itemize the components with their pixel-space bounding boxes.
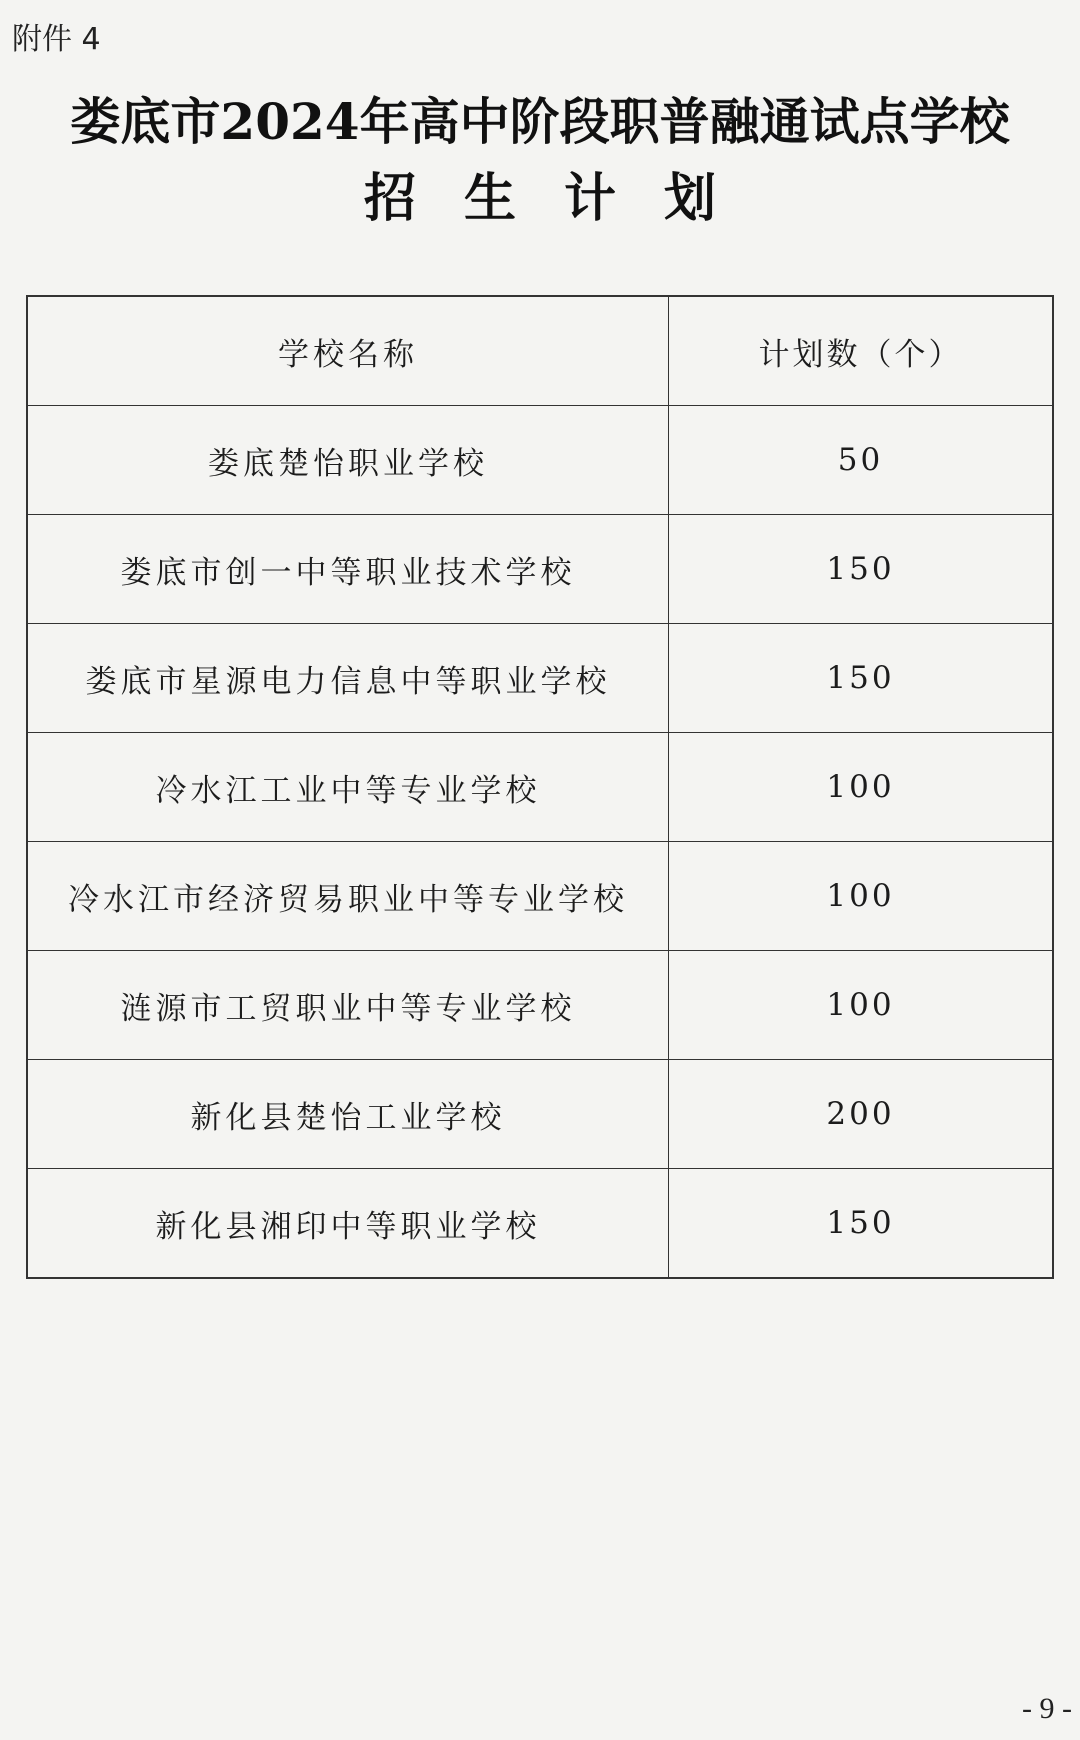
school-name-cell: 新化县楚怡工业学校 <box>27 1060 669 1169</box>
plan-count-cell: 50 <box>669 406 1054 515</box>
table-row <box>27 733 1053 842</box>
table-row <box>27 951 1053 1060</box>
school-name-cell: 新化县湘印中等职业学校 <box>27 1169 669 1279</box>
table-row <box>27 842 1053 951</box>
table-row <box>27 406 1053 515</box>
plan-count-cell: 100 <box>669 733 1054 842</box>
table-header-row <box>27 296 1053 406</box>
plan-count-cell: 200 <box>669 1060 1054 1169</box>
document-title: 娄底市2024年高中阶段职普融通试点学校 <box>70 92 1010 151</box>
school-name-cell: 冷水江工业中等专业学校 <box>27 733 669 842</box>
plan-count-cell: 100 <box>669 842 1054 951</box>
school-name-cell: 涟源市工贸职业中等专业学校 <box>27 951 669 1060</box>
plan-count-cell: 100 <box>669 951 1054 1060</box>
document-subtitle: 招生计划 <box>363 168 764 229</box>
page-number: - 9 - <box>1022 1692 1072 1725</box>
school-name-cell: 娄底市星源电力信息中等职业学校 <box>27 624 669 733</box>
table-row <box>27 624 1053 733</box>
header-school-name: 学校名称 <box>27 296 669 406</box>
plan-count-cell: 150 <box>669 624 1054 733</box>
header-plan-count: 计划数（个） <box>669 296 1054 406</box>
enrollment-plan-table <box>26 295 1054 1279</box>
table-row <box>27 515 1053 624</box>
attachment-label: 附件 4 <box>12 22 101 57</box>
table-row <box>27 1060 1053 1169</box>
plan-count-cell: 150 <box>669 1169 1054 1279</box>
table-row <box>27 1169 1053 1279</box>
plan-count-cell: 150 <box>669 515 1054 624</box>
school-name-cell: 娄底市创一中等职业技术学校 <box>27 515 669 624</box>
school-name-cell: 冷水江市经济贸易职业中等专业学校 <box>27 842 669 951</box>
school-name-cell: 娄底楚怡职业学校 <box>27 406 669 515</box>
